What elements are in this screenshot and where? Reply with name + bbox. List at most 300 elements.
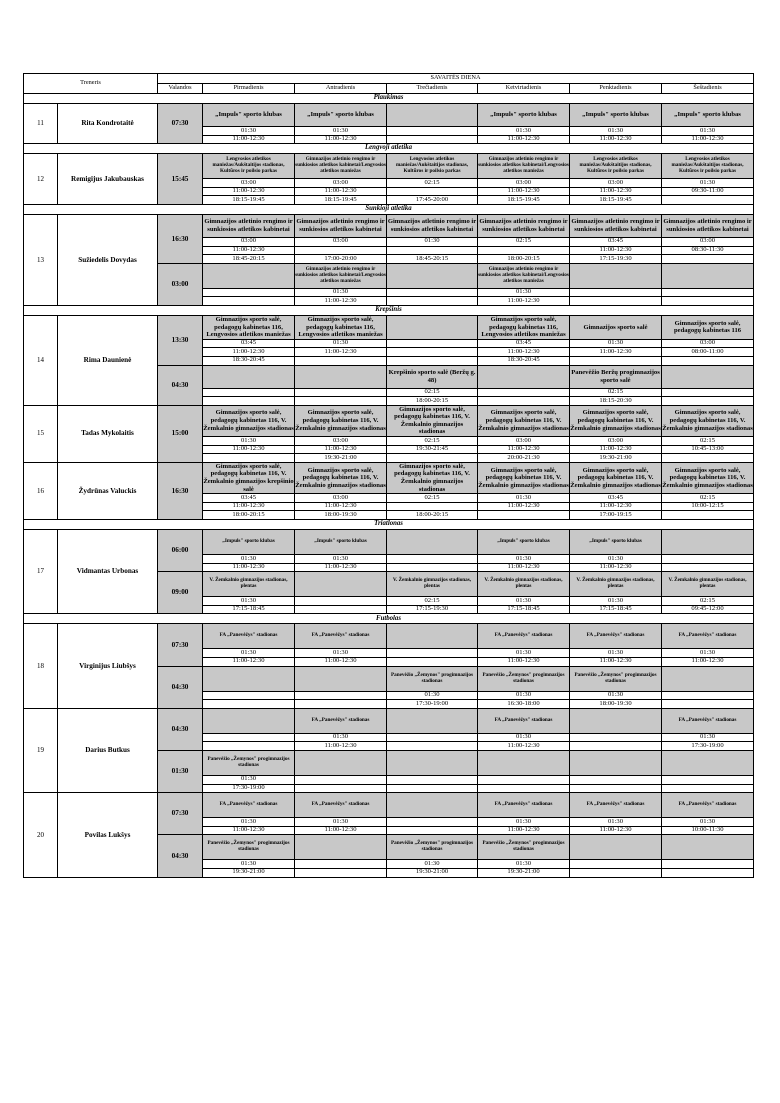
time-cell	[387, 733, 478, 742]
time-cell: 03:45	[570, 237, 662, 246]
section-title: Triatlonas	[24, 520, 754, 530]
time-cell: 18:15-19:45	[203, 196, 295, 205]
time-cell: 03:00	[478, 437, 570, 446]
time-cell: 08:00-11:00	[662, 348, 754, 357]
time-cell: 11:00-12:30	[295, 742, 387, 751]
venue-cell: V. Žemkalnio gimnazijos stadionas, plentas	[478, 572, 570, 597]
time-cell: 01:30	[295, 733, 387, 742]
time-cell	[203, 288, 295, 297]
time-cell: 11:00-12:30	[570, 135, 662, 144]
time-cell: 18:00-20:15	[203, 511, 295, 520]
venue-cell: Gimnazijos atletinio rengimo ir sunkiosios atletikos kabinetai	[478, 214, 570, 237]
time-cell: 11:00-12:30	[203, 246, 295, 255]
time-cell	[478, 511, 570, 520]
time-cell: 01:30	[570, 127, 662, 136]
venue-cell	[295, 666, 387, 691]
day-header-friday: Penktadienis	[570, 84, 662, 94]
venue-cell: Panevėžio „Žemynos" progimnazijos stadionas	[387, 835, 478, 860]
trainer-name: Darius Butkus	[58, 708, 158, 792]
time-cell	[387, 775, 478, 784]
time-cell: 03:00	[662, 237, 754, 246]
trainer-name: Sužiedelis Dovydas	[58, 214, 158, 305]
time-cell	[295, 691, 387, 700]
session-duration: 16:30	[158, 214, 203, 263]
time-cell: 01:30	[203, 555, 295, 564]
venue-cell: V. Žemkalnio gimnazijos stadionas, plentas	[387, 572, 478, 597]
time-cell	[387, 288, 478, 297]
venue-cell: Gimnazijos atletinio rengimo ir sunkiosios atletikos kabinetai/Lengvosios atletikos maniežas	[478, 263, 570, 288]
trainer-number: 12	[24, 154, 58, 205]
venue-cell: Gimnazijos sporto salė	[570, 315, 662, 339]
venue-cell: „Impuls" sporto klubas	[478, 104, 570, 127]
venue-cell: Gimnazijos sporto salė, pedagogų kabinetas 116, V. Žemkalnio gimnazijos stadionas	[662, 462, 754, 493]
venue-cell: Gimnazijos sporto salė, pedagogų kabinetas 116	[662, 315, 754, 339]
trainer-column-header: Treneris	[24, 74, 158, 94]
time-cell: 10:00-12:15	[662, 502, 754, 511]
section-title: Futbolas	[24, 614, 754, 624]
time-cell: 01:30	[662, 649, 754, 658]
trainer-number: 16	[24, 462, 58, 519]
time-cell: 09:30-11:00	[662, 187, 754, 196]
trainer-number: 15	[24, 405, 58, 462]
time-cell: 11:00-12:30	[203, 187, 295, 196]
time-cell	[478, 246, 570, 255]
schedule-row	[24, 708, 754, 733]
time-cell: 11:00-12:30	[203, 502, 295, 511]
time-cell: 11:00-12:30	[478, 135, 570, 144]
schedule-row	[24, 214, 754, 237]
trainer-name: Žydrūnas Valuckis	[58, 462, 158, 519]
time-cell: 01:30	[478, 691, 570, 700]
venue-cell: Gimnazijos sporto salė, pedagogų kabinetas 116, V. Žemkalnio gimnazijos stadionas	[662, 405, 754, 436]
time-cell: 17:00-20:00	[295, 255, 387, 264]
time-cell	[295, 356, 387, 365]
time-cell	[662, 691, 754, 700]
time-cell: 17:30-19:00	[662, 742, 754, 751]
time-cell	[387, 246, 478, 255]
time-cell: 01:30	[478, 597, 570, 606]
time-cell: 02:15	[570, 388, 662, 397]
trainer-name: Remigijus Jakubauskas	[58, 154, 158, 205]
venue-cell: FA „Panevėžys" stadionas	[478, 624, 570, 649]
venue-cell: Gimnazijos atletinio rengimo ir sunkiosios atletikos kabinetai	[570, 214, 662, 237]
trainer-number: 17	[24, 530, 58, 614]
venue-cell: Gimnazijos sporto salė, pedagogų kabinetas 116, Lengvosios atletikos maniežas	[478, 315, 570, 339]
venue-cell: Panevėžio „Žemynos" progimnazijos stadionas	[478, 835, 570, 860]
time-cell: 01:30	[478, 649, 570, 658]
time-cell: 02:15	[387, 437, 478, 446]
venue-cell: Gimnazijos atletinio rengimo ir sunkiosios atletikos kabinetai	[387, 214, 478, 237]
time-cell: 17:15-18:45	[203, 605, 295, 614]
schedule-row	[24, 793, 754, 818]
time-cell: 11:00-12:30	[570, 348, 662, 357]
venue-cell: FA „Panevėžys" stadionas	[295, 708, 387, 733]
trainer-name: Tadas Mykolaitis	[58, 405, 158, 462]
time-cell: 17:00-19:15	[570, 511, 662, 520]
time-cell	[387, 127, 478, 136]
time-cell: 11:00-12:30	[295, 657, 387, 666]
time-cell	[203, 700, 295, 709]
venue-cell: Gimnazijos atletinio rengimo ir sunkiosios atletikos kabinetai	[662, 214, 754, 237]
time-cell	[478, 397, 570, 406]
time-cell: 11:00-12:30	[203, 657, 295, 666]
venue-cell: „Impuls" sporto klubas	[478, 530, 570, 555]
week-day-header: SAVAITĖS DIENA	[158, 74, 754, 84]
time-cell	[387, 348, 478, 357]
time-cell: 03:45	[478, 339, 570, 348]
venue-cell: FA „Panevėžys" stadionas	[295, 624, 387, 649]
venue-cell	[387, 708, 478, 733]
venue-cell: Gimnazijos sporto salė, pedagogų kabinetas 116, V. Žemkalnio gimnazijos stadionas	[203, 405, 295, 436]
venue-cell: Gimnazijos sporto salė, pedagogų kabinetas 116, V. Žemkalnio gimnazijos stadionas	[478, 462, 570, 493]
session-duration: 13:30	[158, 315, 203, 365]
venue-cell: FA „Panevėžys" stadionas	[570, 793, 662, 818]
time-cell: 01:30	[478, 494, 570, 503]
time-cell: 03:45	[203, 494, 295, 503]
venue-cell	[662, 666, 754, 691]
venue-cell	[662, 750, 754, 775]
time-cell	[387, 356, 478, 365]
venue-cell	[570, 708, 662, 733]
section-row	[24, 305, 754, 315]
time-cell	[295, 775, 387, 784]
trainer-name: Virginijus Liubšys	[58, 624, 158, 708]
time-cell: 11:00-12:30	[478, 445, 570, 454]
time-cell: 01:30	[295, 818, 387, 827]
session-duration: 01:30	[158, 750, 203, 792]
time-cell	[570, 733, 662, 742]
time-cell	[662, 388, 754, 397]
time-cell: 19:30-21:00	[295, 454, 387, 463]
time-cell: 01:30	[203, 775, 295, 784]
time-cell: 11:00-12:30	[570, 187, 662, 196]
venue-cell	[387, 793, 478, 818]
schedule-row	[24, 104, 754, 127]
time-cell: 02:15	[662, 494, 754, 503]
time-cell: 01:30	[662, 179, 754, 188]
section-title: Krepšinis	[24, 305, 754, 315]
section-title: Lengvoji atletika	[24, 144, 754, 154]
venue-cell	[203, 365, 295, 388]
venue-cell	[387, 315, 478, 339]
time-cell: 02:15	[662, 437, 754, 446]
time-cell	[203, 742, 295, 751]
time-cell: 02:15	[662, 597, 754, 606]
time-cell: 11:00-12:30	[203, 563, 295, 572]
time-cell: 01:30	[295, 649, 387, 658]
time-cell: 03:45	[203, 339, 295, 348]
section-row	[24, 204, 754, 214]
venue-cell	[387, 263, 478, 288]
venue-cell	[570, 835, 662, 860]
time-cell: 11:00-12:30	[478, 502, 570, 511]
trainer-number: 13	[24, 214, 58, 305]
venue-cell: Gimnazijos atletinio rengimo ir sunkiosios atletikos kabinetai	[295, 214, 387, 237]
session-duration: 15:45	[158, 154, 203, 205]
time-cell	[295, 246, 387, 255]
schedule-row	[24, 405, 754, 436]
session-duration: 09:00	[158, 572, 203, 614]
time-cell: 11:00-12:30	[295, 348, 387, 357]
section-title: Sunkioji atletika	[24, 204, 754, 214]
session-duration: 07:30	[158, 624, 203, 666]
time-cell: 01:30	[478, 860, 570, 869]
schedule-table	[23, 73, 754, 878]
time-cell	[387, 454, 478, 463]
time-cell: 03:00	[662, 339, 754, 348]
time-cell: 11:00-12:30	[295, 826, 387, 835]
time-cell	[662, 255, 754, 264]
session-duration: 07:30	[158, 104, 203, 144]
time-cell: 01:30	[570, 555, 662, 564]
time-cell: 18:00-20:15	[387, 397, 478, 406]
venue-cell: Gimnazijos atletinio rengimo ir sunkiosios atletikos kabinetai	[203, 214, 295, 237]
venue-cell: Panevėžio „Žemynos" progimnazijos stadionas	[203, 835, 295, 860]
venue-cell	[295, 572, 387, 597]
time-cell: 01:30	[387, 691, 478, 700]
time-cell: 11:00-12:30	[570, 502, 662, 511]
time-cell: 03:00	[478, 179, 570, 188]
schedule-row	[24, 154, 754, 179]
time-cell: 17:15-18:45	[478, 605, 570, 614]
time-cell	[662, 563, 754, 572]
time-cell	[570, 784, 662, 793]
time-cell: 01:30	[295, 555, 387, 564]
venue-cell: Lengvosios atletikos maniežas/Aukštaitijos stadionas, Kultūros ir poilsio parkas	[570, 154, 662, 179]
venue-cell	[387, 624, 478, 649]
venue-cell: Panevėžio „Žemynos" progimnazijos stadionas	[570, 666, 662, 691]
time-cell	[662, 511, 754, 520]
time-cell	[478, 775, 570, 784]
time-cell: 01:30	[662, 818, 754, 827]
time-cell: 17:30-19:00	[203, 784, 295, 793]
time-cell	[203, 691, 295, 700]
time-cell	[662, 196, 754, 205]
time-cell: 01:30	[478, 288, 570, 297]
time-cell: 03:00	[295, 494, 387, 503]
time-cell: 03:00	[295, 179, 387, 188]
time-cell	[295, 784, 387, 793]
venue-cell: Gimnazijos sporto salė, pedagogų kabinetas 116, Lengvosios atletikos maniežas	[203, 315, 295, 339]
time-cell: 03:00	[570, 179, 662, 188]
session-duration: 04:30	[158, 365, 203, 405]
time-cell	[203, 454, 295, 463]
time-cell: 03:00	[295, 437, 387, 446]
time-cell	[387, 742, 478, 751]
venue-cell: V. Žemkalnio gimnazijos stadionas, plentas	[570, 572, 662, 597]
venue-cell: Gimnazijos sporto salė, pedagogų kabinetas 116, V. Žemkalnio gimnazijos stadionas	[387, 405, 478, 436]
trainer-number: 20	[24, 793, 58, 877]
time-cell	[203, 397, 295, 406]
time-cell: 16:30-18:00	[478, 700, 570, 709]
session-duration: 04:30	[158, 835, 203, 877]
session-duration: 07:30	[158, 793, 203, 835]
time-cell: 11:00-12:30	[478, 297, 570, 306]
venue-cell: Krepšinio sporto salė (Beržų g. 48)	[387, 365, 478, 388]
time-cell	[662, 297, 754, 306]
time-cell	[387, 339, 478, 348]
trainer-number: 18	[24, 624, 58, 708]
venue-cell: „Impuls" sporto klubas	[295, 530, 387, 555]
time-cell	[570, 775, 662, 784]
time-cell: 11:00-12:30	[478, 742, 570, 751]
time-cell: 01:30	[570, 818, 662, 827]
time-cell	[387, 649, 478, 658]
time-cell: 19:30-21:00	[203, 868, 295, 877]
time-cell	[662, 454, 754, 463]
venue-cell	[203, 666, 295, 691]
time-cell: 01:30	[203, 597, 295, 606]
time-cell	[662, 288, 754, 297]
time-cell	[387, 187, 478, 196]
schedule-row	[24, 462, 754, 493]
venue-cell: FA „Panevėžys" stadionas	[478, 793, 570, 818]
time-cell: 01:30	[662, 733, 754, 742]
time-cell	[570, 297, 662, 306]
day-header-monday: Pirmadienis	[203, 84, 295, 94]
time-cell: 01:30	[203, 437, 295, 446]
time-cell: 11:00-12:30	[478, 187, 570, 196]
time-cell	[387, 555, 478, 564]
venue-cell: Gimnazijos atletinio rengimo ir sunkiosios atletikos kabinetai/Lengvosios atletikos maniežas	[478, 154, 570, 179]
venue-cell	[295, 835, 387, 860]
venue-cell	[570, 263, 662, 288]
time-cell: 17:15-18:45	[570, 605, 662, 614]
time-cell: 11:00-12:30	[478, 826, 570, 835]
venue-cell: Gimnazijos sporto salė, pedagogų kabinetas 116, V. Žemkalnio gimnazijos stadionas	[387, 462, 478, 493]
time-cell	[295, 860, 387, 869]
time-cell: 18:00-19:30	[295, 511, 387, 520]
time-cell: 18:00-20:15	[478, 255, 570, 264]
time-cell	[662, 700, 754, 709]
time-cell	[570, 860, 662, 869]
time-cell: 01:30	[570, 339, 662, 348]
venue-cell: Gimnazijos sporto salė, pedagogų kabinetas 116, Lengvosios atletikos maniežas	[295, 315, 387, 339]
time-cell: 01:30	[478, 733, 570, 742]
trainer-name: Rita Kondrotaitė	[58, 104, 158, 144]
time-cell: 11:00-12:30	[478, 563, 570, 572]
day-header-tuesday: Antradienis	[295, 84, 387, 94]
venue-cell: FA „Panevėžys" stadionas	[662, 624, 754, 649]
venue-cell: Gimnazijos atletinio rengimo ir sunkiosios atletikos kabinetai/Lengvosios atletikos maniežas	[295, 263, 387, 288]
venue-cell: Gimnazijos sporto salė, pedagogų kabinetas 116, V. Žemkalnio gimnazijos stadionas	[295, 405, 387, 436]
time-cell: 18:00-20:15	[387, 511, 478, 520]
schedule-body	[24, 74, 754, 878]
venue-cell	[295, 750, 387, 775]
venue-cell	[662, 835, 754, 860]
time-cell	[478, 388, 570, 397]
time-cell: 11:00-12:30	[570, 563, 662, 572]
time-cell: 11:00-12:30	[295, 297, 387, 306]
venue-cell	[662, 530, 754, 555]
time-cell: 11:00-12:30	[570, 445, 662, 454]
schedule-row	[24, 530, 754, 555]
time-cell	[662, 775, 754, 784]
time-cell: 11:00-12:30	[570, 657, 662, 666]
time-cell: 01:30	[478, 555, 570, 564]
time-cell	[570, 356, 662, 365]
time-cell	[387, 563, 478, 572]
venue-cell	[295, 365, 387, 388]
time-cell: 18:15-19:45	[478, 196, 570, 205]
time-cell: 02:15	[387, 494, 478, 503]
time-cell: 11:00-12:30	[295, 445, 387, 454]
venue-cell: Panevėžio „Žemynos" progimnazijos stadionas	[387, 666, 478, 691]
venue-cell	[478, 365, 570, 388]
time-cell: 01:30	[203, 649, 295, 658]
time-cell: 19:30-21:45	[387, 445, 478, 454]
time-cell: 17:30-19:00	[387, 700, 478, 709]
day-header-thursday: Ketvirtadienis	[478, 84, 570, 94]
time-cell: 18:15-19:45	[570, 196, 662, 205]
trainer-name: Vidmantas Urbonas	[58, 530, 158, 614]
time-cell	[387, 818, 478, 827]
section-row	[24, 614, 754, 624]
time-cell: 10:00-11:30	[662, 826, 754, 835]
time-cell: 20:00-21:30	[478, 454, 570, 463]
trainer-number: 19	[24, 708, 58, 792]
time-cell: 01:30	[570, 649, 662, 658]
time-cell: 01:30	[570, 597, 662, 606]
time-cell	[387, 502, 478, 511]
venue-cell: „Impuls" sporto klubas	[570, 104, 662, 127]
venue-cell: „Impuls" sporto klubas	[203, 104, 295, 127]
day-header-wednesday: Trečiadienis	[387, 84, 478, 94]
time-cell: 11:00-12:30	[570, 246, 662, 255]
time-cell: 03:00	[203, 179, 295, 188]
time-cell: 01:30	[387, 860, 478, 869]
time-cell: 02:15	[387, 597, 478, 606]
schedule-row	[24, 624, 754, 649]
time-cell: 11:00-12:30	[478, 657, 570, 666]
time-cell: 01:30	[203, 860, 295, 869]
venue-cell	[387, 750, 478, 775]
time-cell: 02:15	[478, 237, 570, 246]
time-cell: 10:45-13:00	[662, 445, 754, 454]
venue-cell: Gimnazijos sporto salė, pedagogų kabinetas 116, V. Žemkalnio gimnazijos stadionas	[478, 405, 570, 436]
venue-cell: V. Žemkalnio gimnazijos stadionas, plentas	[662, 572, 754, 597]
time-cell: 11:00-12:30	[295, 135, 387, 144]
time-cell: 11:00-12:30	[295, 563, 387, 572]
venue-cell: FA „Panevėžys" stadionas	[478, 708, 570, 733]
time-cell: 17:45-20:00	[387, 196, 478, 205]
venue-cell: „Impuls" sporto klubas	[295, 104, 387, 127]
time-cell	[203, 388, 295, 397]
venue-cell	[662, 263, 754, 288]
session-duration: 15:00	[158, 405, 203, 462]
time-cell: 02:15	[387, 388, 478, 397]
header-row-top	[24, 74, 754, 84]
trainer-name: Povilas Lukšys	[58, 793, 158, 877]
venue-cell: „Impuls" sporto klubas	[570, 530, 662, 555]
session-duration: 16:30	[158, 462, 203, 519]
day-header-saturday: Šeštadienis	[662, 84, 754, 94]
time-cell: 02:15	[387, 179, 478, 188]
time-cell	[387, 135, 478, 144]
session-duration: 04:30	[158, 708, 203, 750]
session-duration: 03:00	[158, 263, 203, 305]
trainer-number: 11	[24, 104, 58, 144]
time-cell: 01:30	[203, 127, 295, 136]
time-cell	[662, 868, 754, 877]
section-row	[24, 144, 754, 154]
venue-cell: FA „Panevėžys" stadionas	[203, 624, 295, 649]
time-cell: 18:15-20:30	[570, 397, 662, 406]
time-cell: 18:45-20:15	[203, 255, 295, 264]
venue-cell: FA „Panevėžys" stadionas	[662, 708, 754, 733]
venue-cell: FA „Panevėžys" stadionas	[203, 793, 295, 818]
venue-cell: Gimnazijos sporto salė, pedagogų kabinetas 116, V. Žemkalnio gimnazijos stadionas	[570, 462, 662, 493]
